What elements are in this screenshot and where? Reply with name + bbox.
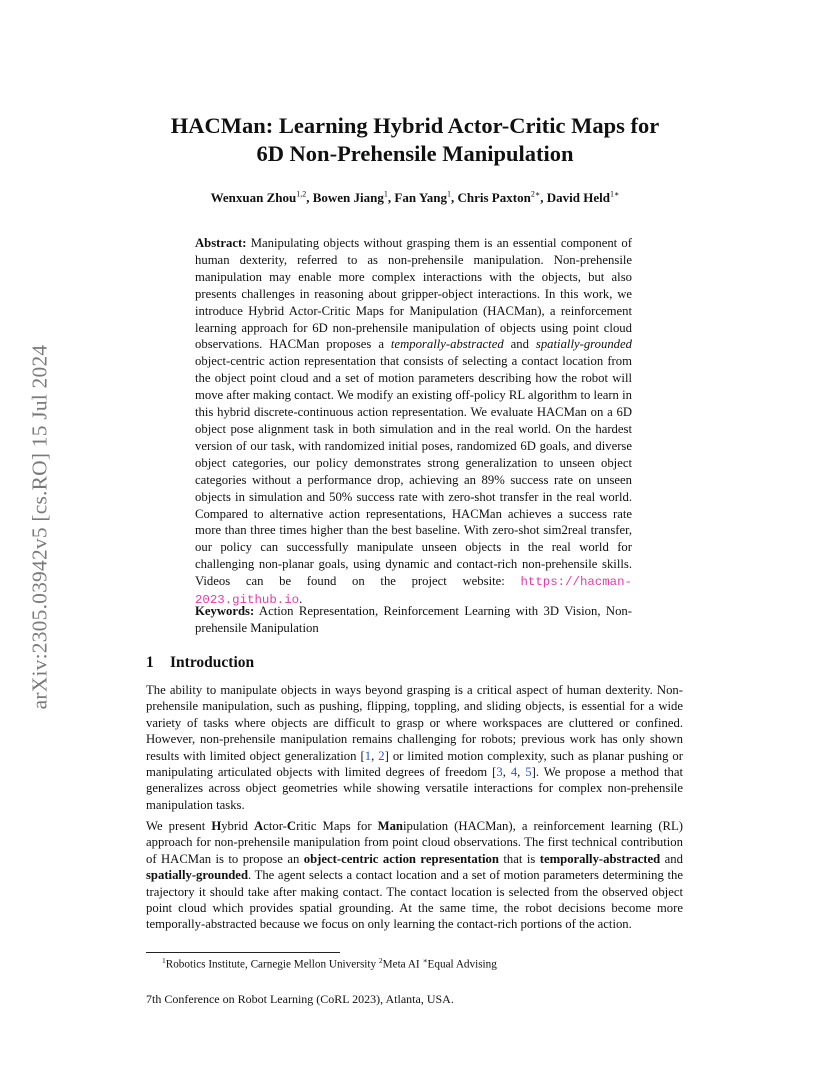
abstract-label: Abstract: xyxy=(195,236,247,250)
conference-note: 7th Conference on Robot Learning (CoRL 2023), Atlanta, USA. xyxy=(146,992,454,1006)
citation-link[interactable]: 1 xyxy=(364,748,372,763)
keywords-label: Keywords: xyxy=(195,604,255,618)
author: Fan Yang$^1$, xyxy=(394,190,458,206)
section-title: Introduction xyxy=(170,654,255,671)
author: Wenxuan Zhou$^{1,2}$, xyxy=(210,190,313,206)
author-list xyxy=(120,190,710,206)
keywords: Keywords: Action Representation, Reinforcement Learning with 3D Vision, Non-prehensile Manipulation xyxy=(195,604,632,635)
section-heading-introduction xyxy=(146,654,254,672)
title-line-1: HACMan: Learning Hybrid Actor-Critic Maps for xyxy=(170,113,660,138)
arxiv-sidebar-stamp xyxy=(20,296,60,758)
intro-paragraph-1: The ability to manipulate objects in ways beyond grasping is a critical aspect of human dexterity. Non-prehensile manipulation, such as pushing, flipping, toppling, and sliding objects, is essential for a wide variety of tasks where objects are difficult to grasp or where workspaces are cluttered or confined. However, non-prehensile manipulation remains challenging for robots; previous work has only shown results with limited object generalization [1, 2] or limited motion complexity, such as planar pushing or manipulating articulated objects with limited degrees of freedom [3, 4, 5]. We propose a method that generalizes across object geometries while showing versatile interactions for complex non-prehensile manipulation tasks. xyxy=(146,683,684,812)
citation-link[interactable]: 3 xyxy=(496,765,503,780)
citation-link[interactable]: 2 xyxy=(378,748,385,763)
title-line-2: 6D Non-Prehensile Manipulation xyxy=(256,141,574,166)
intro-paragraph-2: We present Hybrid Actor-Critic Maps for Manipulation (HACMan), a reinforcement learning (RL) approach for non-prehensile manipulation from point cloud observations. The first technical contribution of HACMan is to propose an object-centric action representation that is temporally-abstracted and spatially-grounded. The agent selects a contact location and a set of motion parameters determining the trajectory it should take after making contact. The contact location is selected from the observed object point cloud which provides spatial grounding. At the same time, the robot decisions become more temporally-abstracted because we focus on only learning the contact-rich portions of the action. xyxy=(146,819,683,932)
paper-title xyxy=(120,112,710,168)
author: David Held$^{1∗}$ xyxy=(546,190,620,206)
section-number: 1 xyxy=(146,654,154,671)
affiliation-footnote: $^1$Robotics Institute, Carnegie Mellon University $^2$Meta AI ∗Equal Advising xyxy=(162,956,497,971)
citation-link[interactable]: 4 xyxy=(510,765,518,780)
project-website-link[interactable]: https://hacman-2023.github.io xyxy=(195,575,632,608)
author: Chris Paxton$^{2∗}$, xyxy=(457,190,547,206)
author: Bowen Jiang$^1$, xyxy=(312,190,395,206)
arxiv-identifier: arXiv:2305.03942v5 [cs.RO] 15 Jul 2024 xyxy=(27,344,52,710)
abstract: Abstract: Manipulating objects without grasping them is an essential component of human dexterity, referred to as non-prehensile manipulation. Non-prehensile manipulation may enable more complex interactions with the objects, but also presents challenges in reasoning about gripper-object interactions. In this work, we introduce Hybrid Actor-Critic Maps for Manipulation (HACMan), a reinforcement learning approach for 6D non-prehensile manipulation of objects using point cloud observations. HACMan proposes a temporally-abstracted and spatially-grounded object-centric action representation that consists of selecting a contact location from the object point cloud and a set of motion parameters describing how the robot will move after making contact. We modify an existing off-policy RL algorithm to learn in this hybrid discrete-continuous action representation. We evaluate HACMan on a 6D object pose alignment task in both simulation and in the real world. On the hardest version of our task, with randomized initial poses, randomized 6D goals, and diverse object categories, our policy demonstrates strong generalization to unseen object categories without a performance drop, achieving an 89% success rate on unseen objects in simulation and 50% success rate with zero-shot transfer in the real world. Compared to alternative action representations, HACMan achieves a success rate more than three times higher than the best baseline. With zero-shot sim2real transfer, our policy can successfully manipulate unseen objects in the real world for challenging non-planar goals, using dynamic and contact-rich non-prehensile skills. Videos can be found on the project website: https://hacman-2023.github.io. xyxy=(195,236,632,608)
citation-link[interactable]: 5 xyxy=(525,765,532,780)
footnote-divider xyxy=(146,952,340,953)
